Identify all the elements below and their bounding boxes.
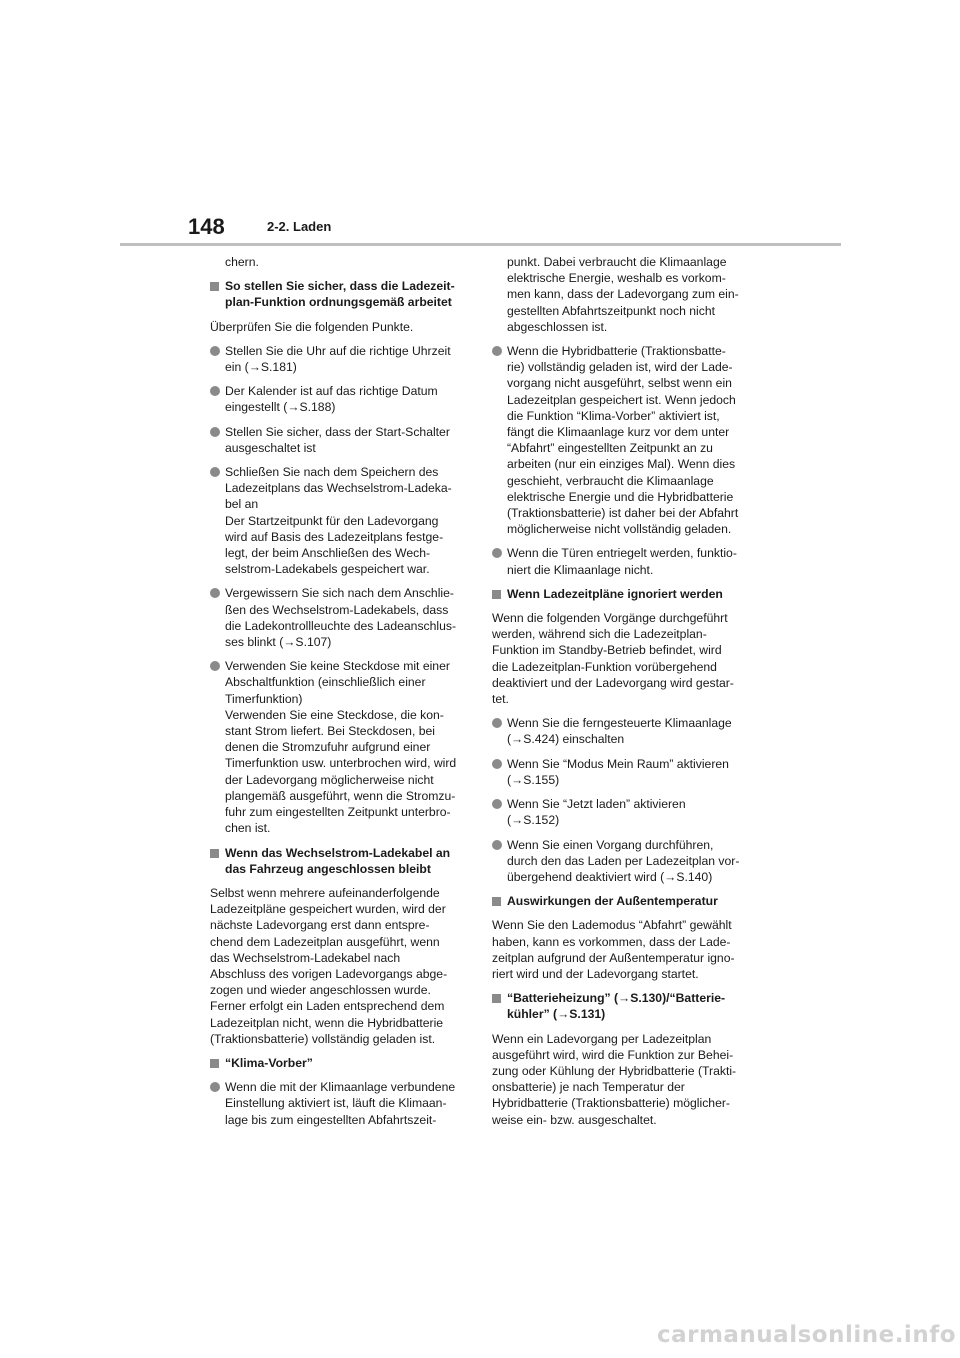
section-title: 2-2. Laden [267, 219, 332, 234]
section-heading [492, 990, 754, 1022]
block-text: Selbst wenn mehrere aufeinanderfolgende Ladezeitpläne gespeichert wurden, wird der nächste Ladevorgang erst dann entspre- chend dem Ladezeitplan ausgeführt, wenn das Wechselstrom-Ladekabel nach Abschluss des vorigen Ladevorgangs abge- zogen und wieder angeschlossen wurde. Ferner erfolgt ein Laden entsprechend dem Ladezeitplan nicht, wenn die Hybridbatterie (Traktionsbatterie) vollständig geladen ist. [210, 885, 448, 1046]
bullet-item [210, 383, 472, 415]
block-text: Wenn Ladezeitpläne ignoriert werden [507, 586, 723, 601]
section-heading [210, 1055, 472, 1071]
square-bullet-icon [492, 897, 501, 906]
bullet-item [492, 756, 754, 788]
square-bullet-icon [210, 1059, 219, 1068]
square-bullet-icon [210, 849, 219, 858]
bullet-item [210, 464, 472, 577]
section-heading [210, 278, 472, 310]
block-text: So stellen Sie sicher, dass die Ladezeit- plan-Funktion ordnungsgemäß arbeitet [225, 279, 455, 310]
circle-bullet-icon [492, 759, 502, 769]
square-bullet-icon [492, 994, 501, 1003]
circle-bullet-icon [210, 588, 220, 598]
circle-bullet-icon [210, 386, 220, 396]
right-column [492, 254, 754, 1136]
section-heading [492, 893, 754, 909]
square-bullet-icon [492, 590, 501, 599]
circle-bullet-icon [492, 799, 502, 809]
block-text: Stellen Sie sicher, dass der Start-Schalter ausgeschaltet ist [225, 424, 450, 455]
section-heading [210, 845, 472, 877]
square-bullet-icon [210, 282, 219, 291]
bullet-item [210, 424, 472, 456]
block-text: Wenn Sie einen Vorgang durchführen, durch den das Laden per Ladezeitplan vor- übergehend deaktiviert wird (→S.140) [507, 837, 740, 884]
circle-bullet-icon [492, 346, 502, 356]
paragraph [492, 917, 754, 982]
block-text: Schließen Sie nach dem Speichern des Ladezeitplans das Wechselstrom-Ladeka- bel an Der Startzeitpunkt für den Ladevorgang wird auf Basis des Ladezeitplans festge- legt, der beim Anschließen des Wech- selstrom-Ladekabels gespeichert war. [225, 465, 452, 577]
bullet-item [492, 796, 754, 828]
paragraph [492, 1031, 754, 1128]
watermark: carmanualsonline.info [656, 1322, 956, 1348]
block-text: chern. [225, 255, 259, 269]
circle-bullet-icon [210, 427, 220, 437]
bullet-item [210, 343, 472, 375]
circle-bullet-icon [210, 467, 220, 477]
bullet-item [492, 837, 754, 886]
block-text: punkt. Dabei verbraucht die Klimaanlage elektrische Energie, weshalb es vorkom- men kann, dass der Ladevorgang zum ein- gestellten Abfahrtszeitpunkt noch nicht abgeschlossen ist. [507, 255, 739, 334]
block-text: Wenn Sie die ferngesteuerte Klimaanlage (→S.424) einschalten [507, 716, 732, 747]
block-text: Wenn das Wechselstrom-Ladekabel an das Fahrzeug angeschlossen bleibt [225, 845, 451, 876]
circle-bullet-icon [492, 718, 502, 728]
block-text: “Batterieheizung” (→S.130)/“Batterie- kühler” (→S.131) [507, 991, 726, 1022]
block-text: Wenn ein Ladevorgang per Ladezeitplan ausgeführt wird, wird die Funktion zur Behei- zung oder Kühlung der Hybridbatterie (Trakti- onsbatterie) je nach Temperatur der Hybridbatterie (Traktionsbatterie) möglicher- weise ein- bzw. ausgeschaltet. [492, 1031, 737, 1127]
circle-bullet-icon [492, 548, 502, 558]
circle-bullet-icon [210, 346, 220, 356]
bullet-item [210, 1079, 472, 1128]
block-text: Wenn die Türen entriegelt werden, funktio- niert die Klimaanlage nicht. [507, 546, 737, 577]
block-text: “Klima-Vorber” [225, 1055, 313, 1070]
block-text: Überprüfen Sie die folgenden Punkte. [210, 319, 414, 334]
block-text: Wenn die mit der Klimaanlage verbundene Einstellung aktiviert ist, läuft die Klimaan- lage bis zum eingestellten Abfahrtszeit- [225, 1080, 456, 1127]
block-text: Wenn die folgenden Vorgänge durchgeführt werden, während sich die Ladezeitplan- Funktion im Standby-Betrieb befindet, wird die Ladezeitplan-Funktion vorübergehend deaktiviert und der Ladevorgang wird gestar- tet. [492, 611, 734, 707]
section-heading [492, 586, 754, 602]
left-column [210, 254, 472, 1136]
block-text: Auswirkungen der Außentemperatur [507, 894, 718, 909]
header-divider [120, 243, 841, 246]
paragraph [210, 885, 472, 1047]
block-text: Wenn Sie den Lademodus “Abfahrt” gewählt haben, kann es vorkommen, dass der Lade- zeitplan aufgrund der Außentemperatur igno- riert wird und der Ladevorgang startet. [492, 918, 735, 981]
bullet-item [492, 343, 754, 537]
block-text: Verwenden Sie keine Steckdose mit einer Abschaltfunktion (einschließlich einer Timerfunktion) Verwenden Sie eine Steckdose, die kon- stant Strom liefert. Bei Steckdosen, bei denen die Stromzufuhr aufgrund einer Timerfunktion usw. unterbrochen wird, wird der Ladevorgang möglicherweise nicht plangemäß ausgeführt, wenn die Stromzu- fuhr zum eingestellten Zeitpunkt unterbro- chen ist. [225, 659, 457, 836]
continued-text [210, 254, 472, 270]
block-text: Stellen Sie die Uhr auf die richtige Uhrzeit ein (→S.181) [225, 343, 451, 375]
block-text: Wenn Sie “Jetzt laden” aktivieren (→S.152) [507, 797, 686, 828]
bullet-item [210, 585, 472, 650]
circle-bullet-icon [492, 840, 502, 850]
bullet-item [492, 545, 754, 577]
bullet-item [492, 715, 754, 747]
paragraph [210, 319, 472, 335]
block-text: Vergewissern Sie sich nach dem Anschlie- ßen des Wechselstrom-Ladekabels, dass die Ladekontrollleuchte des Ladeanschlus- ses blinkt (→S.107) [225, 586, 457, 650]
circle-bullet-icon [210, 1082, 220, 1092]
block-text: Der Kalender ist auf das richtige Datum eingestellt (→S.188) [225, 384, 438, 415]
block-text: Wenn Sie “Modus Mein Raum” aktivieren (→S.155) [507, 756, 729, 787]
block-text: Wenn die Hybridbatterie (Traktionsbatte- rie) vollständig geladen ist, wird der Lade- vorgang nicht ausgeführt, selbst wenn ein Ladezeitplan gespeichert ist. Wenn jedoch die Funktion “Klima-Vorber” aktiviert ist, fängt die Klimaanlage kurz vor dem unter “Abfahrt” eingestellten Zeitpunkt an zu arbeiten (nur ein einziges Mal). Wenn dies geschieht, verbraucht die Klimaanlage elektrische Energie und die Hybridbatterie (Traktionsbatterie) ist daher bei der Abfahrt möglicherweise nicht vollständig geladen. [507, 344, 739, 537]
paragraph [492, 610, 754, 707]
bullet-item [210, 658, 472, 836]
circle-bullet-icon [210, 661, 220, 671]
continued-text [492, 254, 754, 335]
page-number: 148 [188, 214, 225, 239]
